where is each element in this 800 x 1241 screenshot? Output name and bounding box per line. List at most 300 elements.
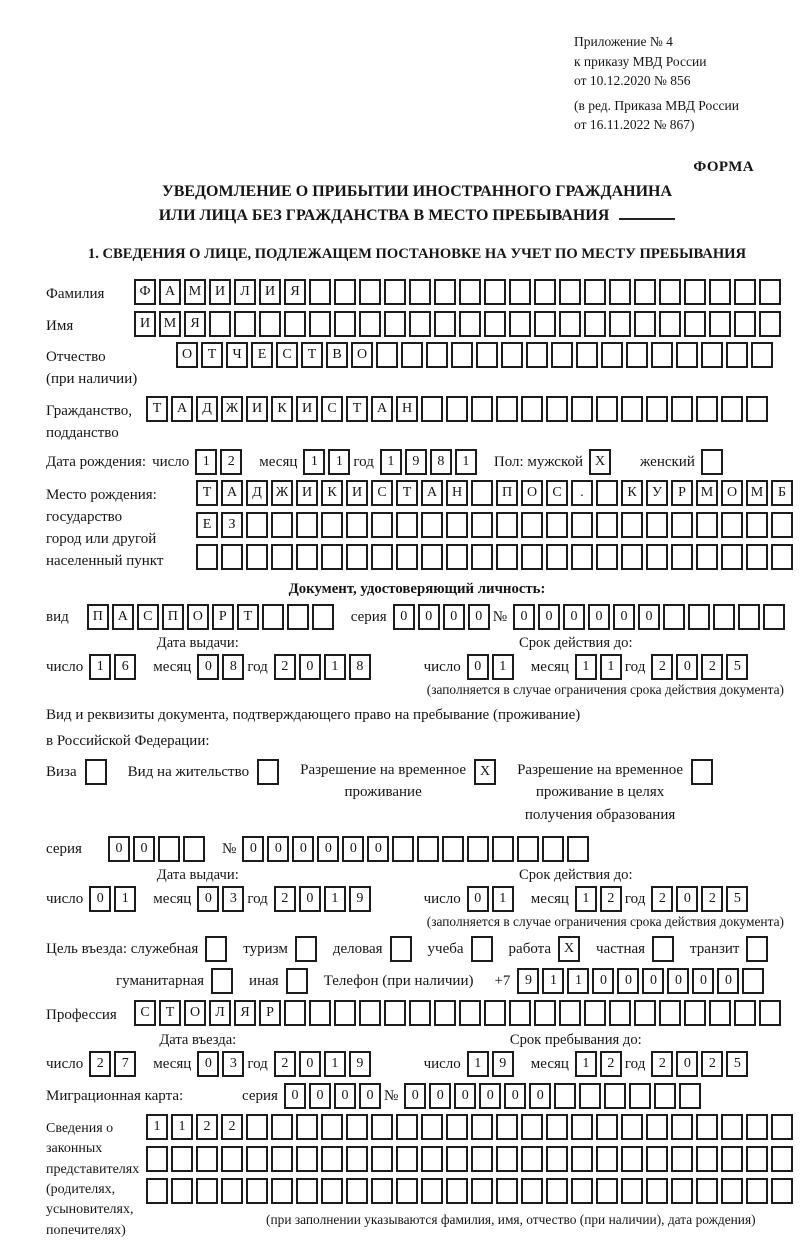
char-box[interactable] xyxy=(571,512,593,538)
char-box[interactable]: 1 xyxy=(567,968,589,994)
char-box[interactable]: 9 xyxy=(349,1051,371,1077)
char-box[interactable]: 1 xyxy=(114,886,136,912)
char-box[interactable] xyxy=(696,544,718,570)
char-box[interactable]: 2 xyxy=(701,886,723,912)
char-box[interactable]: 0 xyxy=(393,604,415,630)
char-box[interactable] xyxy=(346,544,368,570)
char-box[interactable] xyxy=(596,544,618,570)
char-box[interactable] xyxy=(509,279,531,305)
char-box[interactable] xyxy=(417,836,439,862)
char-box[interactable] xyxy=(721,1178,743,1204)
char-box[interactable] xyxy=(221,544,243,570)
char-box[interactable] xyxy=(701,449,723,475)
char-box[interactable] xyxy=(271,544,293,570)
char-box[interactable] xyxy=(85,759,107,785)
char-box[interactable]: 3 xyxy=(222,1051,244,1077)
char-box[interactable] xyxy=(334,279,356,305)
char-box[interactable] xyxy=(696,1178,718,1204)
char-box[interactable] xyxy=(334,311,356,337)
char-box[interactable] xyxy=(596,1178,618,1204)
char-box[interactable] xyxy=(621,1146,643,1172)
char-box[interactable] xyxy=(584,1000,606,1026)
char-box[interactable]: 1 xyxy=(455,449,477,475)
char-box[interactable] xyxy=(271,1146,293,1172)
char-box[interactable] xyxy=(746,512,768,538)
char-box[interactable]: З xyxy=(221,512,243,538)
char-box[interactable] xyxy=(546,512,568,538)
char-box[interactable] xyxy=(146,1178,168,1204)
char-box[interactable] xyxy=(601,342,623,368)
char-box[interactable] xyxy=(584,279,606,305)
char-box[interactable]: 0 xyxy=(479,1083,501,1109)
char-box[interactable]: 0 xyxy=(429,1083,451,1109)
char-box[interactable] xyxy=(287,604,309,630)
char-box[interactable]: Л xyxy=(234,279,256,305)
char-box[interactable] xyxy=(621,396,643,422)
char-box[interactable]: 0 xyxy=(443,604,465,630)
char-box[interactable] xyxy=(676,342,698,368)
char-box[interactable] xyxy=(496,396,518,422)
char-box[interactable] xyxy=(604,1083,626,1109)
char-box[interactable] xyxy=(346,1146,368,1172)
char-box[interactable] xyxy=(396,512,418,538)
char-box[interactable] xyxy=(312,604,334,630)
char-box[interactable]: К xyxy=(621,480,643,506)
char-box[interactable] xyxy=(459,311,481,337)
char-box[interactable] xyxy=(471,1178,493,1204)
char-box[interactable] xyxy=(742,968,764,994)
char-box[interactable]: И xyxy=(346,480,368,506)
char-box[interactable]: . xyxy=(571,480,593,506)
char-box[interactable]: П xyxy=(162,604,184,630)
char-box[interactable] xyxy=(205,936,227,962)
char-box[interactable]: 8 xyxy=(222,654,244,680)
char-box[interactable] xyxy=(652,936,674,962)
char-box[interactable] xyxy=(309,311,331,337)
char-box[interactable]: Д xyxy=(196,396,218,422)
char-box[interactable] xyxy=(421,1114,443,1140)
char-box[interactable]: 1 xyxy=(89,654,111,680)
char-box[interactable] xyxy=(634,1000,656,1026)
char-box[interactable]: 6 xyxy=(114,654,136,680)
char-box[interactable]: 2 xyxy=(600,1051,622,1077)
char-box[interactable]: Т xyxy=(146,396,168,422)
char-box[interactable]: 8 xyxy=(349,654,371,680)
char-box[interactable] xyxy=(246,512,268,538)
char-box[interactable] xyxy=(659,311,681,337)
char-box[interactable] xyxy=(259,311,281,337)
char-box[interactable] xyxy=(171,1146,193,1172)
char-box[interactable] xyxy=(221,1146,243,1172)
char-box[interactable] xyxy=(671,1146,693,1172)
char-box[interactable]: 5 xyxy=(726,886,748,912)
char-box[interactable] xyxy=(696,1146,718,1172)
char-box[interactable]: X xyxy=(558,936,580,962)
char-box[interactable] xyxy=(651,342,673,368)
char-box[interactable] xyxy=(496,1178,518,1204)
char-box[interactable]: А xyxy=(112,604,134,630)
char-box[interactable] xyxy=(484,1000,506,1026)
char-box[interactable]: 0 xyxy=(197,1051,219,1077)
char-box[interactable]: М xyxy=(159,311,181,337)
char-box[interactable]: 1 xyxy=(324,886,346,912)
char-box[interactable]: 1 xyxy=(575,1051,597,1077)
char-box[interactable] xyxy=(621,1114,643,1140)
char-box[interactable]: Т xyxy=(237,604,259,630)
char-box[interactable] xyxy=(434,311,456,337)
char-box[interactable] xyxy=(759,311,781,337)
char-box[interactable] xyxy=(596,480,618,506)
char-box[interactable]: 0 xyxy=(404,1083,426,1109)
char-box[interactable]: 1 xyxy=(575,886,597,912)
char-box[interactable] xyxy=(684,279,706,305)
char-box[interactable] xyxy=(459,279,481,305)
char-box[interactable] xyxy=(501,342,523,368)
char-box[interactable]: X xyxy=(589,449,611,475)
char-box[interactable]: 0 xyxy=(89,886,111,912)
char-box[interactable] xyxy=(746,1114,768,1140)
char-box[interactable] xyxy=(659,1000,681,1026)
char-box[interactable] xyxy=(721,544,743,570)
char-box[interactable] xyxy=(467,836,489,862)
char-box[interactable]: Т xyxy=(196,480,218,506)
char-box[interactable]: С xyxy=(546,480,568,506)
char-box[interactable] xyxy=(646,544,668,570)
char-box[interactable] xyxy=(646,1178,668,1204)
char-box[interactable]: 0 xyxy=(592,968,614,994)
char-box[interactable]: О xyxy=(184,1000,206,1026)
char-box[interactable] xyxy=(296,1146,318,1172)
char-box[interactable] xyxy=(746,544,768,570)
char-box[interactable]: 2 xyxy=(221,1114,243,1140)
char-box[interactable] xyxy=(471,512,493,538)
char-box[interactable] xyxy=(679,1083,701,1109)
char-box[interactable] xyxy=(688,604,710,630)
char-box[interactable] xyxy=(221,1178,243,1204)
char-box[interactable]: Д xyxy=(246,480,268,506)
char-box[interactable] xyxy=(671,512,693,538)
char-box[interactable] xyxy=(646,1114,668,1140)
char-box[interactable] xyxy=(384,311,406,337)
char-box[interactable]: 0 xyxy=(563,604,585,630)
char-box[interactable]: 1 xyxy=(467,1051,489,1077)
char-box[interactable]: Р xyxy=(259,1000,281,1026)
char-box[interactable] xyxy=(621,544,643,570)
char-box[interactable] xyxy=(471,544,493,570)
char-box[interactable] xyxy=(496,1114,518,1140)
char-box[interactable] xyxy=(696,1114,718,1140)
char-box[interactable]: И xyxy=(296,396,318,422)
char-box[interactable]: А xyxy=(221,480,243,506)
char-box[interactable] xyxy=(696,396,718,422)
char-box[interactable]: 1 xyxy=(575,654,597,680)
char-box[interactable]: Е xyxy=(196,512,218,538)
char-box[interactable] xyxy=(571,1114,593,1140)
char-box[interactable] xyxy=(171,1178,193,1204)
char-box[interactable] xyxy=(609,279,631,305)
char-box[interactable] xyxy=(271,512,293,538)
char-box[interactable] xyxy=(146,1146,168,1172)
char-box[interactable]: 0 xyxy=(588,604,610,630)
char-box[interactable]: Ф xyxy=(134,279,156,305)
char-box[interactable] xyxy=(534,311,556,337)
char-box[interactable]: Ж xyxy=(221,396,243,422)
char-box[interactable] xyxy=(196,544,218,570)
char-box[interactable] xyxy=(634,279,656,305)
char-box[interactable] xyxy=(646,396,668,422)
char-box[interactable]: 2 xyxy=(701,654,723,680)
char-box[interactable] xyxy=(571,396,593,422)
char-box[interactable]: 9 xyxy=(405,449,427,475)
char-box[interactable] xyxy=(371,1146,393,1172)
char-box[interactable]: А xyxy=(159,279,181,305)
char-box[interactable]: 2 xyxy=(196,1114,218,1140)
char-box[interactable]: П xyxy=(496,480,518,506)
char-box[interactable] xyxy=(713,604,735,630)
char-box[interactable] xyxy=(521,1114,543,1140)
char-box[interactable]: И xyxy=(259,279,281,305)
char-box[interactable] xyxy=(421,1178,443,1204)
char-box[interactable] xyxy=(309,279,331,305)
char-box[interactable] xyxy=(559,311,581,337)
char-box[interactable]: 1 xyxy=(303,449,325,475)
char-box[interactable] xyxy=(771,1114,793,1140)
char-box[interactable]: 0 xyxy=(667,968,689,994)
char-box[interactable]: М xyxy=(696,480,718,506)
char-box[interactable] xyxy=(446,1178,468,1204)
char-box[interactable] xyxy=(309,1000,331,1026)
char-box[interactable] xyxy=(396,1178,418,1204)
char-box[interactable]: 0 xyxy=(317,836,339,862)
char-box[interactable] xyxy=(446,1146,468,1172)
char-box[interactable] xyxy=(721,1114,743,1140)
char-box[interactable] xyxy=(771,1178,793,1204)
char-box[interactable] xyxy=(209,311,231,337)
char-box[interactable] xyxy=(596,512,618,538)
char-box[interactable]: Я xyxy=(184,311,206,337)
char-box[interactable] xyxy=(596,396,618,422)
char-box[interactable] xyxy=(359,1000,381,1026)
char-box[interactable] xyxy=(696,512,718,538)
char-box[interactable] xyxy=(634,311,656,337)
char-box[interactable] xyxy=(609,311,631,337)
char-box[interactable]: 2 xyxy=(701,1051,723,1077)
char-box[interactable]: И xyxy=(209,279,231,305)
char-box[interactable]: А xyxy=(421,480,443,506)
char-box[interactable] xyxy=(421,1146,443,1172)
char-box[interactable]: К xyxy=(321,480,343,506)
char-box[interactable] xyxy=(262,604,284,630)
char-box[interactable] xyxy=(521,396,543,422)
char-box[interactable] xyxy=(295,936,317,962)
char-box[interactable]: 1 xyxy=(171,1114,193,1140)
char-box[interactable]: В xyxy=(326,342,348,368)
char-box[interactable] xyxy=(596,1114,618,1140)
char-box[interactable]: Т xyxy=(201,342,223,368)
char-box[interactable]: С xyxy=(276,342,298,368)
char-box[interactable]: С xyxy=(371,480,393,506)
char-box[interactable] xyxy=(409,1000,431,1026)
char-box[interactable] xyxy=(571,1146,593,1172)
char-box[interactable]: Т xyxy=(346,396,368,422)
char-box[interactable] xyxy=(521,512,543,538)
char-box[interactable]: 3 xyxy=(222,886,244,912)
char-box[interactable]: 1 xyxy=(492,886,514,912)
char-box[interactable]: 0 xyxy=(367,836,389,862)
char-box[interactable]: 0 xyxy=(468,604,490,630)
char-box[interactable]: Т xyxy=(396,480,418,506)
char-box[interactable] xyxy=(496,512,518,538)
char-box[interactable] xyxy=(396,544,418,570)
char-box[interactable] xyxy=(534,279,556,305)
char-box[interactable] xyxy=(721,396,743,422)
char-box[interactable] xyxy=(521,544,543,570)
char-box[interactable]: Т xyxy=(159,1000,181,1026)
char-box[interactable] xyxy=(579,1083,601,1109)
char-box[interactable] xyxy=(376,342,398,368)
char-box[interactable] xyxy=(409,279,431,305)
char-box[interactable] xyxy=(671,544,693,570)
char-box[interactable] xyxy=(626,342,648,368)
char-box[interactable]: Н xyxy=(396,396,418,422)
char-box[interactable] xyxy=(734,279,756,305)
char-box[interactable]: М xyxy=(184,279,206,305)
char-box[interactable]: О xyxy=(721,480,743,506)
char-box[interactable]: 1 xyxy=(328,449,350,475)
char-box[interactable] xyxy=(471,1146,493,1172)
char-box[interactable]: 0 xyxy=(342,836,364,862)
char-box[interactable]: 0 xyxy=(197,654,219,680)
char-box[interactable]: 2 xyxy=(89,1051,111,1077)
char-box[interactable] xyxy=(234,311,256,337)
char-box[interactable] xyxy=(517,836,539,862)
char-box[interactable] xyxy=(359,311,381,337)
char-box[interactable] xyxy=(484,311,506,337)
char-box[interactable]: 1 xyxy=(146,1114,168,1140)
char-box[interactable]: 2 xyxy=(651,886,673,912)
char-box[interactable] xyxy=(746,1178,768,1204)
char-box[interactable] xyxy=(571,1178,593,1204)
char-box[interactable]: 0 xyxy=(359,1083,381,1109)
char-box[interactable]: 0 xyxy=(638,604,660,630)
char-box[interactable]: 1 xyxy=(380,449,402,475)
char-box[interactable]: И xyxy=(296,480,318,506)
char-box[interactable] xyxy=(721,512,743,538)
char-box[interactable]: 0 xyxy=(299,886,321,912)
char-box[interactable]: Л xyxy=(209,1000,231,1026)
char-box[interactable]: 1 xyxy=(600,654,622,680)
char-box[interactable] xyxy=(629,1083,651,1109)
char-box[interactable] xyxy=(646,1146,668,1172)
char-box[interactable]: А xyxy=(171,396,193,422)
char-box[interactable] xyxy=(759,1000,781,1026)
char-box[interactable] xyxy=(771,512,793,538)
char-box[interactable]: 2 xyxy=(274,886,296,912)
char-box[interactable] xyxy=(571,544,593,570)
char-box[interactable]: О xyxy=(521,480,543,506)
char-box[interactable]: 0 xyxy=(108,836,130,862)
char-box[interactable]: Е xyxy=(251,342,273,368)
char-box[interactable] xyxy=(609,1000,631,1026)
char-box[interactable] xyxy=(409,311,431,337)
char-box[interactable]: 0 xyxy=(642,968,664,994)
char-box[interactable]: 7 xyxy=(114,1051,136,1077)
char-box[interactable] xyxy=(746,936,768,962)
char-box[interactable]: Я xyxy=(284,279,306,305)
char-box[interactable] xyxy=(471,396,493,422)
char-box[interactable]: Н xyxy=(446,480,468,506)
char-box[interactable]: Ч xyxy=(226,342,248,368)
char-box[interactable] xyxy=(451,342,473,368)
char-box[interactable]: 0 xyxy=(309,1083,331,1109)
char-box[interactable] xyxy=(546,396,568,422)
char-box[interactable]: 0 xyxy=(292,836,314,862)
char-box[interactable] xyxy=(567,836,589,862)
char-box[interactable] xyxy=(392,836,414,862)
char-box[interactable] xyxy=(246,1146,268,1172)
char-box[interactable] xyxy=(546,544,568,570)
char-box[interactable] xyxy=(471,936,493,962)
char-box[interactable] xyxy=(396,1114,418,1140)
char-box[interactable] xyxy=(346,1178,368,1204)
char-box[interactable] xyxy=(257,759,279,785)
char-box[interactable] xyxy=(496,1146,518,1172)
char-box[interactable] xyxy=(709,311,731,337)
char-box[interactable] xyxy=(371,1178,393,1204)
char-box[interactable] xyxy=(471,480,493,506)
char-box[interactable]: 0 xyxy=(467,654,489,680)
char-box[interactable]: А xyxy=(371,396,393,422)
char-box[interactable] xyxy=(671,1114,693,1140)
char-box[interactable] xyxy=(296,1178,318,1204)
char-box[interactable] xyxy=(346,1114,368,1140)
char-box[interactable] xyxy=(421,512,443,538)
char-box[interactable]: 0 xyxy=(692,968,714,994)
char-box[interactable] xyxy=(526,342,548,368)
char-box[interactable] xyxy=(371,512,393,538)
char-box[interactable] xyxy=(671,396,693,422)
char-box[interactable] xyxy=(746,396,768,422)
char-box[interactable]: 1 xyxy=(324,654,346,680)
char-box[interactable] xyxy=(284,1000,306,1026)
char-box[interactable]: 1 xyxy=(324,1051,346,1077)
char-box[interactable] xyxy=(271,1178,293,1204)
char-box[interactable] xyxy=(384,1000,406,1026)
char-box[interactable] xyxy=(296,544,318,570)
char-box[interactable] xyxy=(584,311,606,337)
char-box[interactable]: 0 xyxy=(299,654,321,680)
char-box[interactable] xyxy=(434,1000,456,1026)
char-box[interactable] xyxy=(371,1114,393,1140)
char-box[interactable] xyxy=(621,512,643,538)
char-box[interactable] xyxy=(521,1178,543,1204)
char-box[interactable]: Ж xyxy=(271,480,293,506)
char-box[interactable] xyxy=(421,544,443,570)
char-box[interactable]: И xyxy=(134,311,156,337)
char-box[interactable] xyxy=(534,1000,556,1026)
char-box[interactable]: 0 xyxy=(529,1083,551,1109)
char-box[interactable]: 1 xyxy=(492,654,514,680)
char-box[interactable] xyxy=(546,1178,568,1204)
char-box[interactable]: К xyxy=(271,396,293,422)
char-box[interactable]: 2 xyxy=(651,654,673,680)
char-box[interactable]: 0 xyxy=(418,604,440,630)
char-box[interactable]: С xyxy=(134,1000,156,1026)
char-box[interactable] xyxy=(446,1114,468,1140)
char-box[interactable]: 5 xyxy=(726,654,748,680)
char-box[interactable]: 0 xyxy=(617,968,639,994)
char-box[interactable] xyxy=(426,342,448,368)
